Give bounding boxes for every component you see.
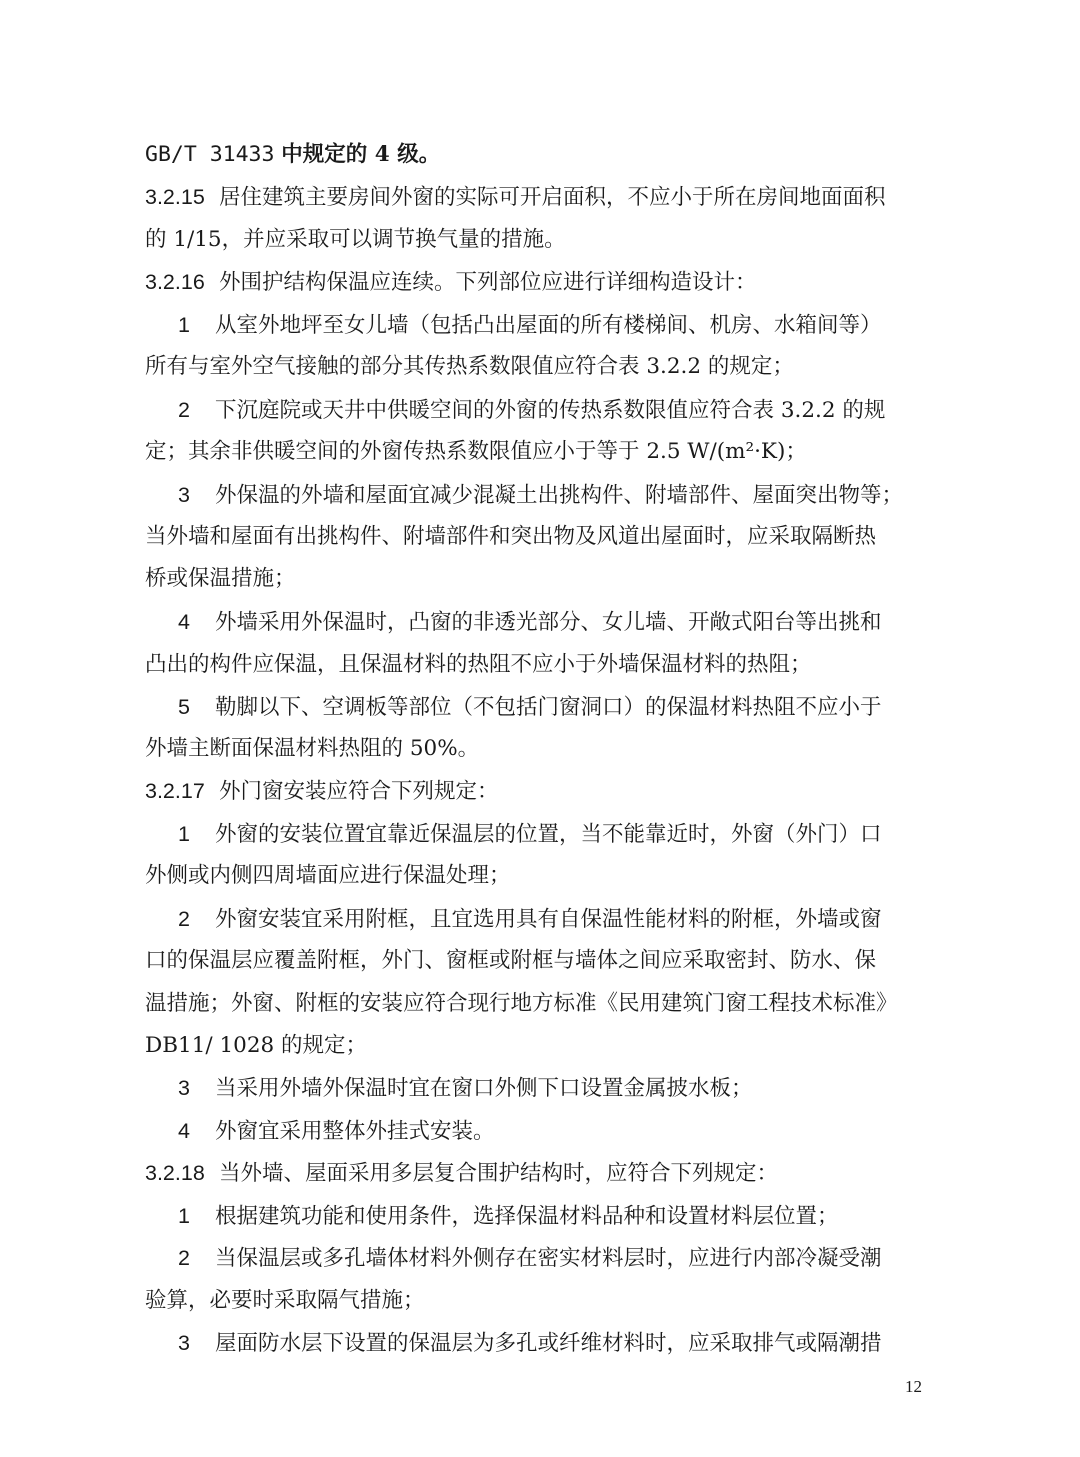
item-text: 从室外地坪至女儿墙（包括凸出屋面的所有楼梯间、机房、水箱间等） [215,313,882,338]
list-item [178,819,882,849]
list-item [178,1328,882,1358]
item-number: 1 [178,313,190,337]
clause-text: 外围护结构保温应连续。下列部位应进行详细构造设计： [219,270,757,295]
text-line [145,989,898,1019]
item-number: 1 [178,1204,190,1228]
item-text: 桥或保温措施； [145,566,296,591]
clause-text: 外门窗安装应符合下列规定： [219,779,499,804]
item-number: 5 [178,695,190,719]
item-number: 2 [178,398,190,422]
list-item [178,607,882,637]
text-fragment: 中规定的 4 级。 [281,142,441,167]
item-text: 口的保温层应覆盖附框，外门、窗框或附框与墙体之间应采取密封、防水、保 [145,948,877,973]
item-number: 3 [178,1331,190,1355]
item-text: DB11/ 1028 的规定； [145,1033,368,1058]
clause-number: 3.2.18 [145,1161,205,1185]
clause-3-2-18 [145,1158,778,1188]
item-text: 凸出的构件应保温，且保温材料的热阻不应小于外墙保温材料的热阻； [145,652,812,677]
text-line [145,734,479,764]
item-number: 3 [178,483,190,507]
list-item [178,1116,495,1146]
clause-3-2-16 [145,267,757,297]
item-text: 外窗的安装位置宜靠近保温层的位置，当不能靠近时，外窗（外门）口 [215,822,882,847]
text-line [145,140,440,170]
clause-3-2-15 [145,182,886,212]
item-text: 验算，必要时采取隔气措施； [145,1288,425,1313]
text-line [145,225,566,255]
item-text: 外墙采用外保温时，凸窗的非透光部分、女儿墙、开敞式阳台等出挑和 [215,610,882,635]
item-text: 外墙主断面保温材料热阻的 50%。 [145,736,480,761]
clause-text: 的 1/15，并应采取可以调节换气量的措施。 [145,227,566,252]
item-number: 3 [178,1076,190,1100]
item-text: 当外墙和屋面有出挑构件、附墙部件和突出物及风道出屋面时，应采取隔断热 [145,524,877,549]
item-text: 根据建筑功能和使用条件，选择保温材料品种和设置材料层位置； [215,1204,839,1229]
list-item [178,1073,753,1103]
text-line [145,1031,367,1061]
list-item [178,692,882,722]
item-text: 下沉庭院或天井中供暖空间的外窗的传热系数限值应符合表 3.2.2 的规 [215,398,886,423]
item-text: 当保温层或多孔墙体材料外侧存在密实材料层时，应进行内部冷凝受潮 [215,1246,882,1271]
text-line [145,564,296,594]
item-text: 所有与室外空气接触的部分其传热系数限值应符合表 3.2.2 的规定； [145,354,794,379]
list-item [178,1201,839,1231]
clause-number: 3.2.16 [145,270,205,294]
item-text: 温措施；外窗、附框的安装应符合现行地方标准《民用建筑门窗工程技术标准》 [145,991,898,1016]
clause-number: 3.2.17 [145,779,205,803]
text-line [145,352,794,382]
page-number: 12 [905,1377,922,1396]
item-number: 4 [178,1119,190,1143]
item-number: 4 [178,610,190,634]
item-text: 外侧或内侧四周墙面应进行保温处理； [145,863,511,888]
item-number: 2 [178,1246,190,1270]
text-line [145,522,876,552]
item-number: 2 [178,907,190,931]
text-line [145,946,876,976]
text-line [145,1286,425,1316]
list-item [178,1243,882,1273]
text-line [145,650,812,680]
list-item [178,480,903,510]
item-text: 外保温的外墙和屋面宜减少混凝土出挑构件、附墙部件、屋面突出物等； [215,483,904,508]
clause-number: 3.2.15 [145,185,205,209]
list-item [178,310,882,340]
text-line [145,861,511,891]
item-text: 当采用外墙外保温时宜在窗口外侧下口设置金属披水板； [215,1076,753,1101]
item-number: 1 [178,822,190,846]
list-item [178,904,882,934]
item-text: 外窗宜采用整体外挂式安装。 [215,1119,495,1144]
list-item [178,395,885,425]
item-text: 屋面防水层下设置的保温层为多孔或纤维材料时，应采取排气或隔潮措 [215,1331,882,1356]
item-text: 勒脚以下、空调板等部位（不包括门窗洞口）的保温材料热阻不应小于 [215,695,882,720]
clause-3-2-17 [145,776,499,806]
item-text: 外窗安装宜采用附框，且宜选用具有自保温性能材料的附框，外墙或窗 [215,907,882,932]
clause-text: 居住建筑主要房间外窗的实际可开启面积，不应小于所在房间地面面积 [219,185,886,210]
clause-text: 当外墙、屋面采用多层复合围护结构时，应符合下列规定： [219,1161,779,1186]
item-text: 定；其余非供暖空间的外窗传热系数限值应小于等于 2.5 W/(m²·K)； [145,439,807,464]
text-line [145,437,807,467]
standard-reference: GB/T 31433 [145,142,275,167]
